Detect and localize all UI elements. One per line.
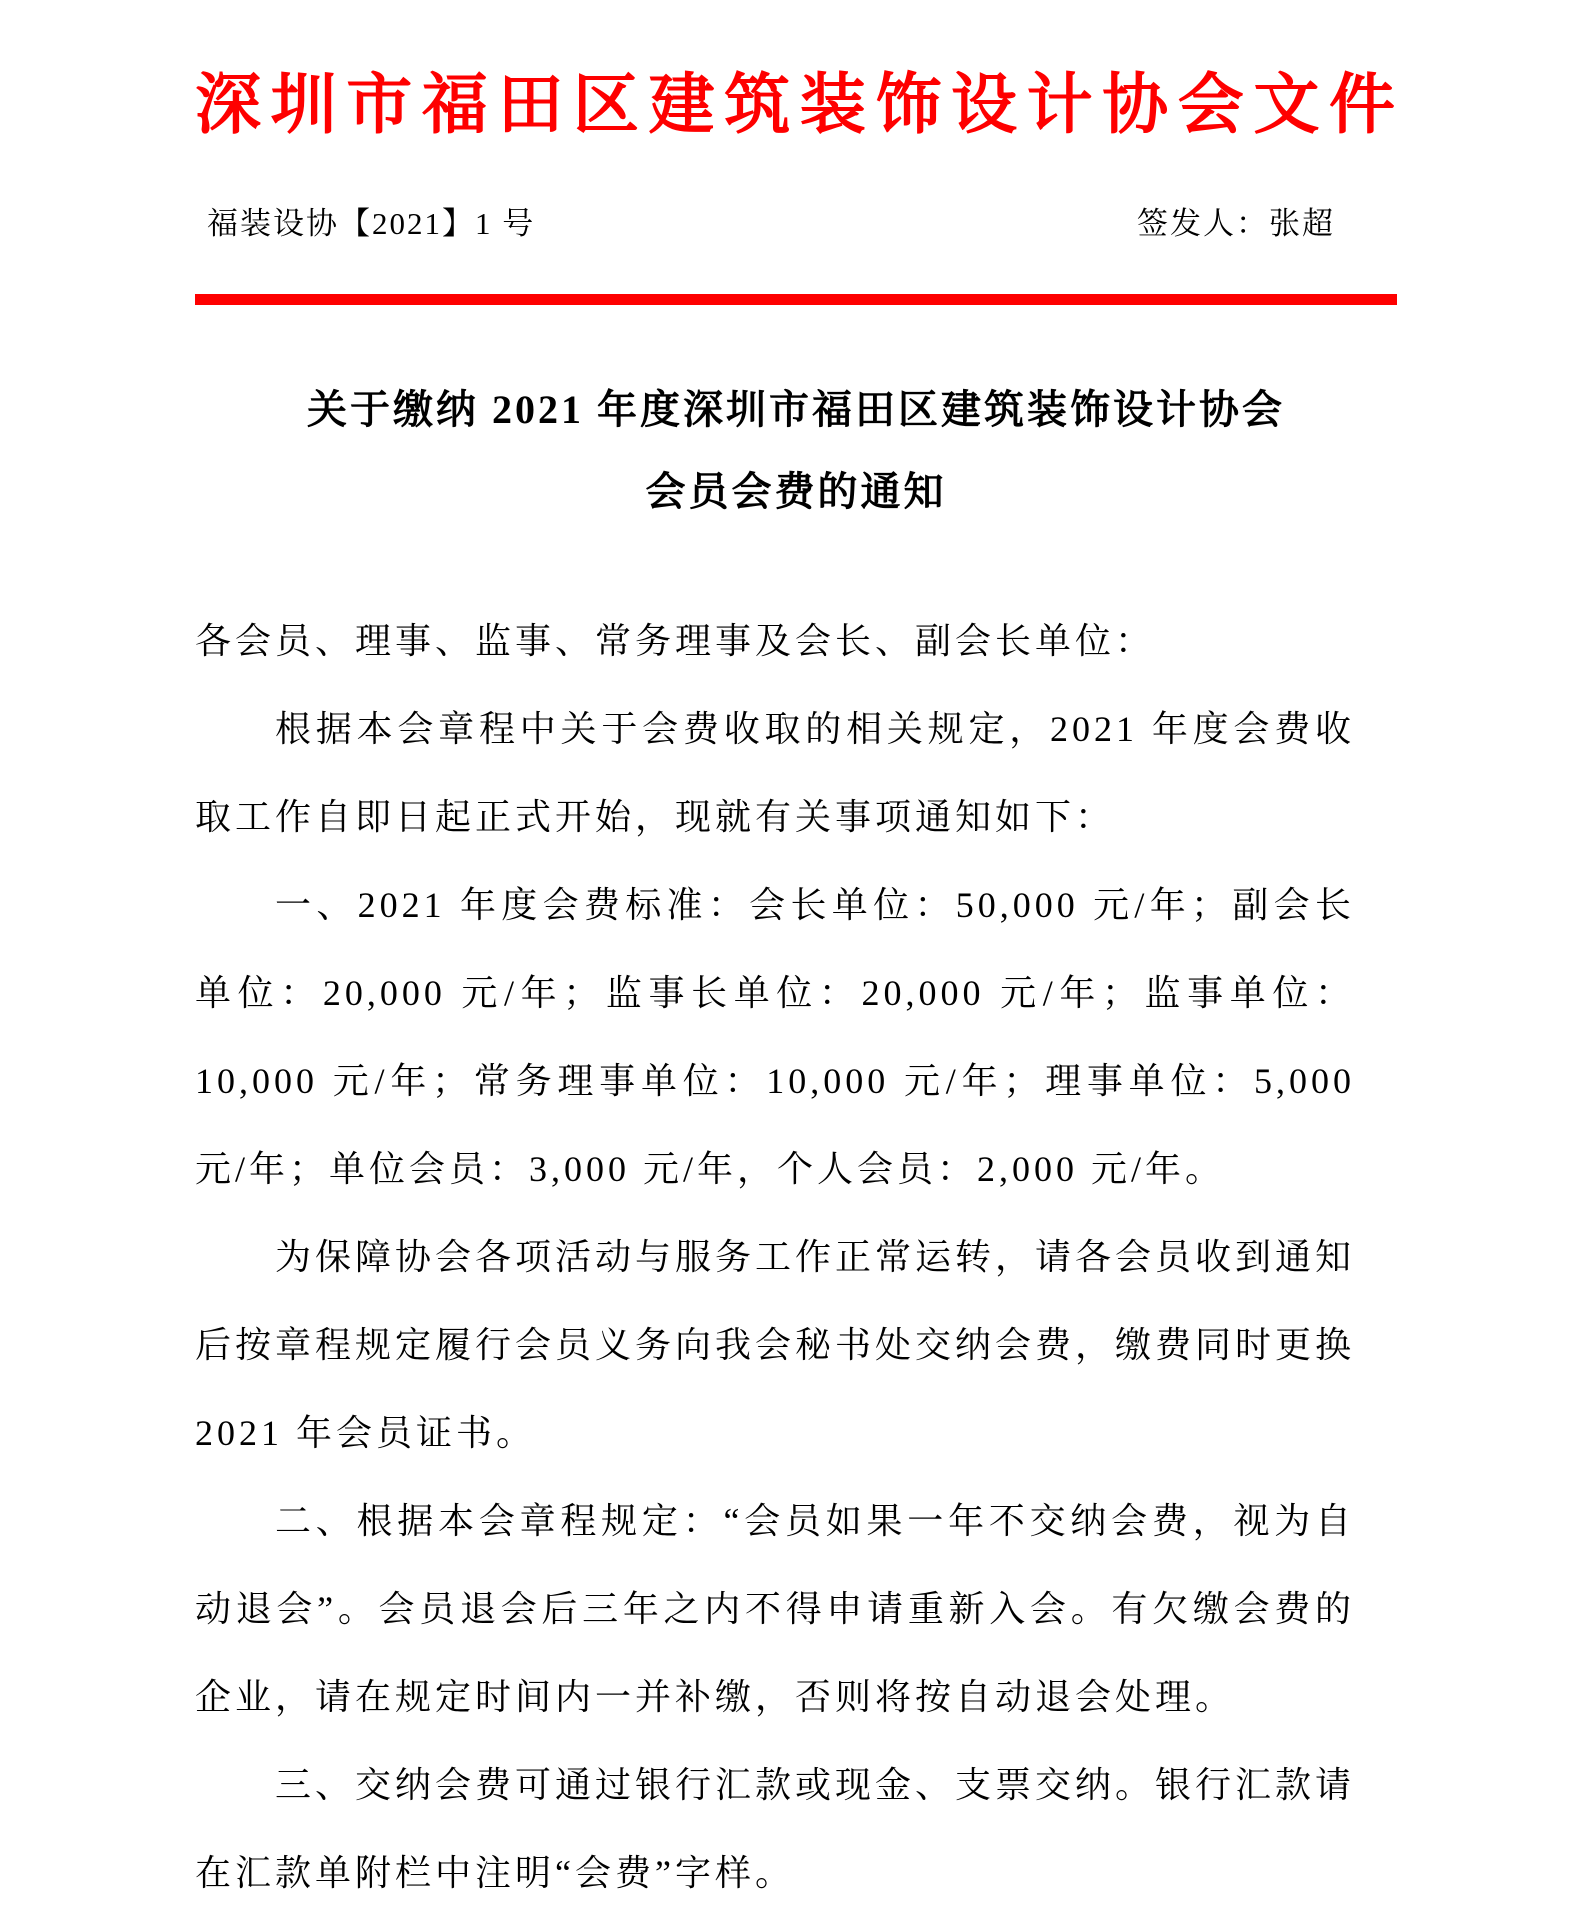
doc-title-line2: 会员会费的通知 [645, 469, 947, 514]
red-divider [195, 294, 1397, 305]
doc-number: 福装设协【2021】1 号 [207, 206, 536, 241]
paragraph-item-1-fee-standards: 一、2021 年度会费标准：会长单位：50,000 元/年；副会长单位：20,000 元/年；监事长单位：20,000 元/年；监事单位：10,000 元/年；常务理事单位：10,000 元/年；理事单位：5,000 元/年；单位会员：3,000 元/年，个人会员：2,000 元/年。 [195, 885, 1355, 1189]
paragraph-payment-request: 为保障协会各项活动与服务工作正常运转，请各会员收到通知后按章程规定履行会员义务向我会秘书处交纳会费，缴费同时更换 2021 年会员证书。 [195, 1237, 1356, 1453]
doc-title-line1: 关于缴纳 2021 年度深圳市福田区建筑装饰设计协会 [307, 387, 1285, 432]
document-content [195, 369, 1397, 1917]
red-letterhead [195, 56, 1397, 305]
paragraph-item-3-payment-methods: 三、交纳会费可通过银行汇款或现金、支票交纳。银行汇款请在汇款单附栏中注明“会费”字样。 [195, 1765, 1356, 1893]
paragraph-intro: 根据本会章程中关于会费收取的相关规定，2021 年度会费收取工作自即日起正式开始，现就有关事项通知如下： [195, 709, 1355, 837]
doc-title [195, 369, 1397, 533]
document-page [0, 56, 1587, 1926]
doc-meta-row [195, 202, 1397, 246]
salutation: 各会员、理事、监事、常务理事及会长、副会长单位： [195, 621, 1156, 661]
org-title: 深圳市福田区建筑装饰设计协会文件 [195, 69, 1397, 142]
issuer-name: 签发人：张超 [1137, 206, 1335, 241]
paragraph-item-2-withdrawal-rule: 二、根据本会章程规定：“会员如果一年不交纳会费，视为自动退会”。会员退会后三年之内不得申请重新入会。有欠缴会费的企业，请在规定时间内一并补缴，否则将按自动退会处理。 [195, 1501, 1355, 1717]
body-text [195, 597, 1397, 1917]
